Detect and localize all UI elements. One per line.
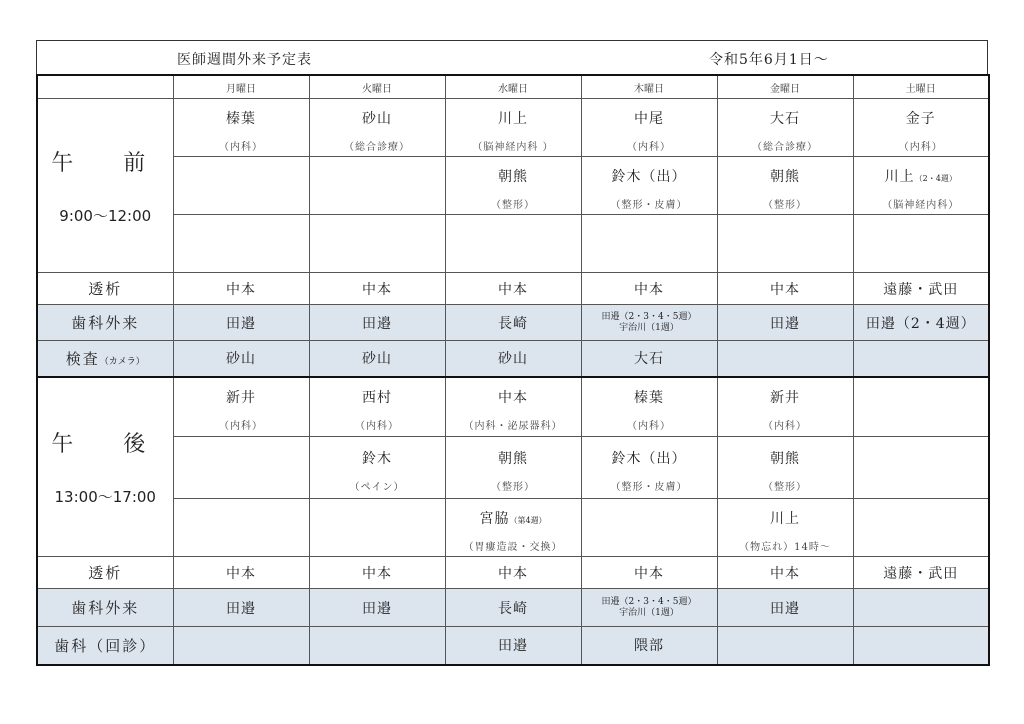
- afternoon-r2-wed: 朝熊 （整形）: [445, 437, 581, 499]
- morning-r2-fri: 朝熊 （整形）: [717, 157, 853, 215]
- morning-r2-sat: 川上（2・4週） （脳神経内科）: [853, 157, 989, 215]
- afternoon-r1-sat: [853, 377, 989, 437]
- morning-row-2: [37, 157, 989, 215]
- afternoon-r2-tue: 鈴木 （ペイン）: [309, 437, 445, 499]
- afternoon-r3-sat: [853, 499, 989, 557]
- morning-exam-label: 検査（カメラ）: [37, 341, 173, 377]
- afternoon-visit-sat: [853, 627, 989, 665]
- afternoon-dialysis-label: 透析: [37, 557, 173, 589]
- afternoon-visit-fri: [717, 627, 853, 665]
- header-bar: [36, 40, 988, 74]
- morning-dialysis-mon: 中本: [173, 273, 309, 305]
- afternoon-hours: 13:00～17:00: [54, 487, 156, 506]
- morning-dialysis-thu: 中本: [581, 273, 717, 305]
- morning-r1-sat: 金子 （内科）: [853, 99, 989, 157]
- afternoon-r3-wed: 宮脇（第4週） （胃瘻造設・交換）: [445, 499, 581, 557]
- morning-dental-wed: 長崎: [445, 305, 581, 341]
- afternoon-r3-thu: [581, 499, 717, 557]
- morning-exam-fri: [717, 341, 853, 377]
- morning-r3-thu: [581, 215, 717, 273]
- day-mon: 月曜日: [173, 75, 309, 99]
- morning-r3-wed: [445, 215, 581, 273]
- morning-dialysis-tue: 中本: [309, 273, 445, 305]
- afternoon-r2-thu: 鈴木（出） （整形・皮膚）: [581, 437, 717, 499]
- afternoon-r2-mon: [173, 437, 309, 499]
- day-thu: 木曜日: [581, 75, 717, 99]
- morning-period-cell: [37, 99, 173, 273]
- afternoon-r2-sat: [853, 437, 989, 499]
- morning-dental-fri: 田邉: [717, 305, 853, 341]
- morning-dental-mon: 田邉: [173, 305, 309, 341]
- schedule-table: [36, 74, 990, 666]
- afternoon-r1-fri: 新井 （内科）: [717, 377, 853, 437]
- afternoon-row-1: [37, 377, 989, 437]
- afternoon-dialysis-mon: 中本: [173, 557, 309, 589]
- morning-r3-sat: [853, 215, 989, 273]
- afternoon-dental-row: [37, 589, 989, 627]
- day-tue: 火曜日: [309, 75, 445, 99]
- morning-r2-thu: 鈴木（出） （整形・皮膚）: [581, 157, 717, 215]
- morning-row-1: [37, 99, 989, 157]
- morning-r2-tue: [309, 157, 445, 215]
- afternoon-r1-thu: 榛葉 （内科）: [581, 377, 717, 437]
- afternoon-row-2: [37, 437, 989, 499]
- afternoon-dental-thu: 田邉（2・3・4・5週） 宇治川（1週）: [581, 589, 717, 627]
- morning-dental-sat: 田邉（2・4週）: [853, 305, 989, 341]
- afternoon-dental-tue: 田邉: [309, 589, 445, 627]
- afternoon-dental-fri: 田邉: [717, 589, 853, 627]
- morning-dental-thu: 田邉（2・3・4・5週） 宇治川（1週）: [581, 305, 717, 341]
- morning-exam-tue: 砂山: [309, 341, 445, 377]
- morning-dialysis-fri: 中本: [717, 273, 853, 305]
- morning-exam-wed: 砂山: [445, 341, 581, 377]
- afternoon-label: 午 後: [51, 431, 160, 457]
- afternoon-dental-sat: [853, 589, 989, 627]
- morning-dialysis-label: 透析: [37, 273, 173, 305]
- morning-r2-mon: [173, 157, 309, 215]
- morning-dental-label: 歯科外来: [37, 305, 173, 341]
- morning-dialysis-row: [37, 273, 989, 305]
- morning-r1-wed: 川上 （脳神経内科 ）: [445, 99, 581, 157]
- morning-dialysis-sat: 遠藤・武田: [853, 273, 989, 305]
- schedule-sheet: [36, 40, 988, 666]
- afternoon-period-cell: [37, 377, 173, 557]
- morning-r1-tue: 砂山 （総合診療）: [309, 99, 445, 157]
- morning-r3-tue: [309, 215, 445, 273]
- morning-r1-fri: 大石 （総合診療）: [717, 99, 853, 157]
- afternoon-row-3: [37, 499, 989, 557]
- morning-dental-tue: 田邉: [309, 305, 445, 341]
- afternoon-visit-mon: [173, 627, 309, 665]
- afternoon-visit-row: [37, 627, 989, 665]
- afternoon-r3-mon: [173, 499, 309, 557]
- afternoon-visit-wed: 田邉: [445, 627, 581, 665]
- afternoon-dialysis-wed: 中本: [445, 557, 581, 589]
- afternoon-dialysis-tue: 中本: [309, 557, 445, 589]
- day-sat: 土曜日: [853, 75, 989, 99]
- morning-label: 午 前: [51, 150, 160, 176]
- page-title: 医師週間外来予定表: [177, 52, 312, 68]
- morning-exam-thu: 大石: [581, 341, 717, 377]
- afternoon-visit-tue: [309, 627, 445, 665]
- effective-date: 令和5年6月1日～: [709, 52, 829, 68]
- afternoon-dental-label: 歯科外来: [37, 589, 173, 627]
- day-fri: 金曜日: [717, 75, 853, 99]
- afternoon-r1-tue: 西村 （内科）: [309, 377, 445, 437]
- afternoon-r2-fri: 朝熊 （整形）: [717, 437, 853, 499]
- afternoon-visit-label: 歯科（回診）: [37, 627, 173, 665]
- afternoon-r1-wed: 中本 （内科・泌尿器科）: [445, 377, 581, 437]
- afternoon-r1-mon: 新井 （内科）: [173, 377, 309, 437]
- afternoon-dialysis-sat: 遠藤・武田: [853, 557, 989, 589]
- afternoon-dialysis-thu: 中本: [581, 557, 717, 589]
- morning-r1-thu: 中尾 （内科）: [581, 99, 717, 157]
- afternoon-dialysis-fri: 中本: [717, 557, 853, 589]
- morning-r3-fri: [717, 215, 853, 273]
- afternoon-dialysis-row: [37, 557, 989, 589]
- afternoon-dental-mon: 田邉: [173, 589, 309, 627]
- afternoon-r3-tue: [309, 499, 445, 557]
- morning-dental-row: [37, 305, 989, 341]
- corner-cell: [37, 75, 173, 99]
- morning-dialysis-wed: 中本: [445, 273, 581, 305]
- morning-row-3: [37, 215, 989, 273]
- day-header-row: [37, 75, 989, 99]
- morning-exam-sat: [853, 341, 989, 377]
- morning-r2-wed: 朝熊 （整形）: [445, 157, 581, 215]
- afternoon-dental-wed: 長崎: [445, 589, 581, 627]
- morning-hours: 9:00～12:00: [59, 206, 152, 225]
- morning-r1-mon: 榛葉 （内科）: [173, 99, 309, 157]
- day-wed: 水曜日: [445, 75, 581, 99]
- afternoon-r3-fri: 川上 （物忘れ）14時～: [717, 499, 853, 557]
- morning-r3-mon: [173, 215, 309, 273]
- afternoon-visit-thu: 隈部: [581, 627, 717, 665]
- morning-exam-mon: 砂山: [173, 341, 309, 377]
- morning-exam-row: [37, 341, 989, 377]
